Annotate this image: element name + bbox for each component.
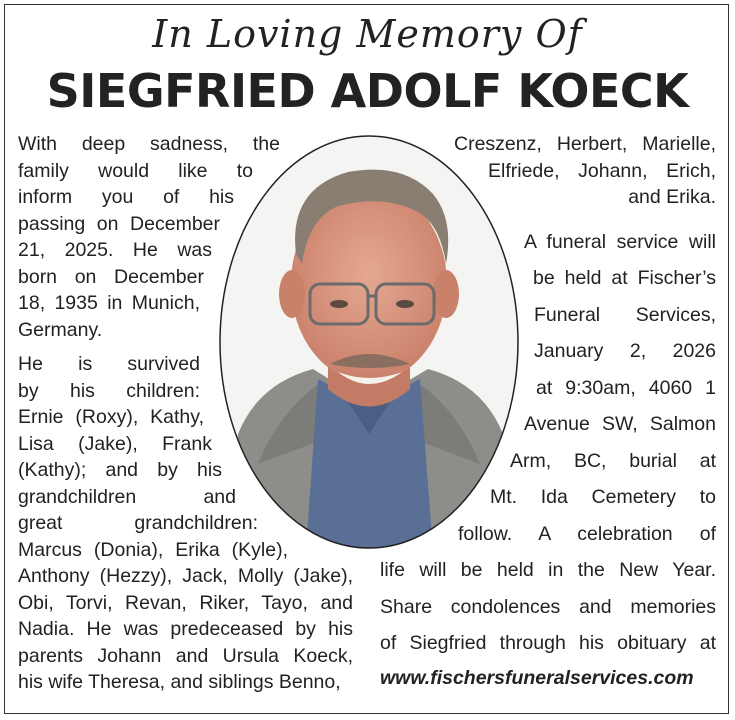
text-line: January 2, 2026 — [534, 340, 716, 362]
text-line: Ernie (Roxy), Kathy, — [18, 406, 204, 428]
portrait-photo — [218, 134, 520, 550]
text-line: Avenue SW, Salmon — [524, 413, 716, 435]
text-line: Nadia. He was predeceased by his — [18, 618, 353, 640]
text-line: grandchildren and — [18, 485, 236, 508]
text-line: Creszenz, Herbert, Marielle, — [454, 133, 716, 155]
text-line: Arm, BC, burial at — [510, 449, 716, 472]
text-line: 21, 2025. He was — [18, 239, 212, 261]
text-line: Obi, Torvi, Revan, Riker, Tayo, and — [18, 591, 353, 614]
text-line: parents Johann and Ursula Koeck, — [18, 644, 353, 667]
text-line: and Erika. — [628, 186, 716, 208]
text-line: passing on December — [18, 212, 220, 235]
text-line: born on December — [18, 265, 204, 288]
text-line: Elfriede, Johann, Erich, — [488, 159, 716, 182]
text-line: Anthony (Hezzy), Jack, Molly (Jake), — [18, 565, 353, 587]
text-line: his wife Theresa, and siblings Benno, — [18, 671, 341, 693]
text-line: With deep sadness, the — [18, 133, 280, 155]
text-line: He is survived — [18, 353, 200, 375]
text-line: inform you of his — [18, 186, 234, 208]
text-line: follow. A celebration of — [458, 522, 716, 545]
text-line: life will be held in the New Year. — [380, 559, 716, 581]
text-line: of Siegfried through his obituary at — [380, 632, 716, 654]
text-line: Mt. Ida Cemetery to — [490, 486, 716, 508]
deceased-name: SIEGFRIED ADOLF KOECK — [46, 64, 689, 118]
text-line: by his children: — [18, 379, 200, 402]
text-line: family would like to — [18, 159, 253, 182]
text-line: Marcus (Donia), Erika (Kyle), — [18, 538, 288, 561]
text-line: at 9:30am, 4060 1 — [536, 376, 716, 399]
website-link[interactable]: www.fischersfuneralservices.com — [380, 666, 694, 689]
text-line: Share condolences and memories — [380, 595, 716, 618]
text-line: Germany. — [18, 318, 103, 341]
text-line: A funeral service will — [524, 230, 716, 253]
text-line: Funeral Services, — [534, 303, 716, 326]
text-line: Lisa (Jake), Frank — [18, 432, 212, 455]
text-line: be held at Fischer’s — [533, 267, 716, 289]
text-line: (Kathy); and by his — [18, 459, 222, 481]
script-title: In Loving Memory Of — [152, 12, 583, 56]
text-line: great grandchildren: — [18, 512, 258, 534]
text-line: 18, 1935 in Munich, — [18, 292, 200, 314]
